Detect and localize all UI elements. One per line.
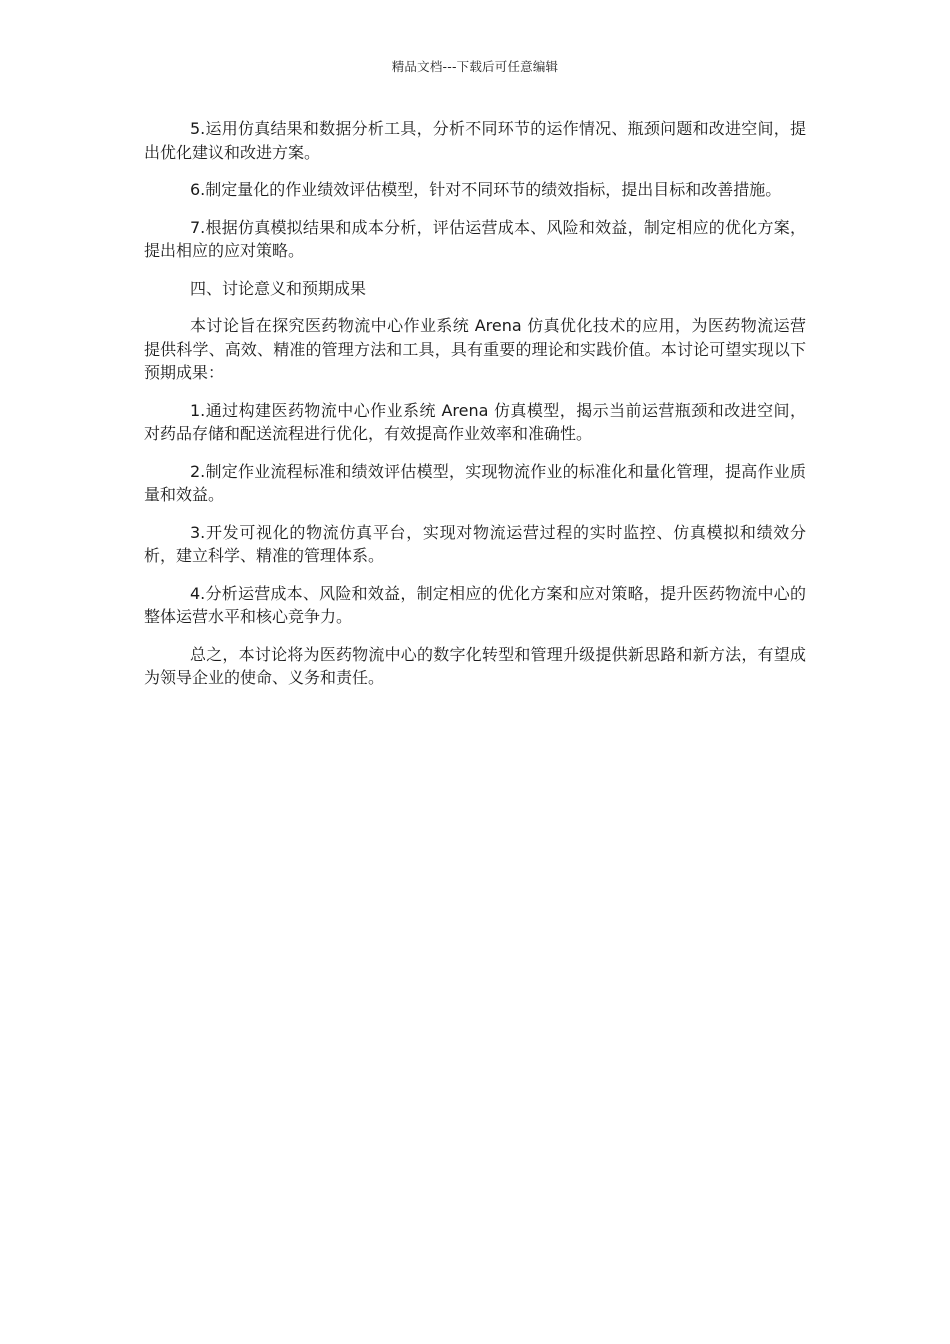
paragraph-conclusion: 总之，本讨论将为医药物流中心的数字化转型和管理升级提供新思路和新方法，有望成为领导企业的使命、义务和责任。: [144, 644, 806, 687]
outcome-item-2: 2.制定作业流程标准和绩效评估模型，实现物流作业的标准化和量化管理，提高作业质量和效益。: [144, 461, 806, 504]
document-body: [144, 117, 806, 704]
paragraph-item-6: 6.制定量化的作业绩效评估模型，针对不同环节的绩效指标，提出目标和改善措施。: [190, 180, 782, 199]
outcome-item-4: 4.分析运营成本、风险和效益，制定相应的优化方案和应对策略，提升医药物流中心的整体运营水平和核心竞争力。: [144, 583, 806, 626]
page-header: 精品文档---下载后可任意编辑: [391, 59, 559, 74]
section-heading: 四、讨论意义和预期成果: [190, 278, 367, 298]
paragraph-intro: 本讨论旨在探究医药物流中心作业系统 Arena 仿真优化技术的应用，为医药物流运营提供科学、高效、精准的管理方法和工具，具有重要的理论和实践价值。本讨论可望实现以下预期成果：: [144, 316, 806, 382]
paragraph-item-5: 5.运用仿真结果和数据分析工具，分析不同环节的运作情况、瓶颈问题和改进空间，提出优化建议和改进方案。: [144, 119, 806, 162]
outcome-item-1: 1.通过构建医药物流中心作业系统 Arena 仿真模型，揭示当前运营瓶颈和改进空间，对药品存储和配送流程进行优化，有效提高作业效率和准确性。: [144, 400, 806, 443]
outcome-item-3: 3.开发可视化的物流仿真平台，实现对物流运营过程的实时监控、仿真模拟和绩效分析，建立科学、精准的管理体系。: [144, 522, 806, 565]
paragraph-item-7: 7.根据仿真模拟结果和成本分析，评估运营成本、风险和效益，制定相应的优化方案，提出相应的应对策略。: [144, 217, 806, 260]
